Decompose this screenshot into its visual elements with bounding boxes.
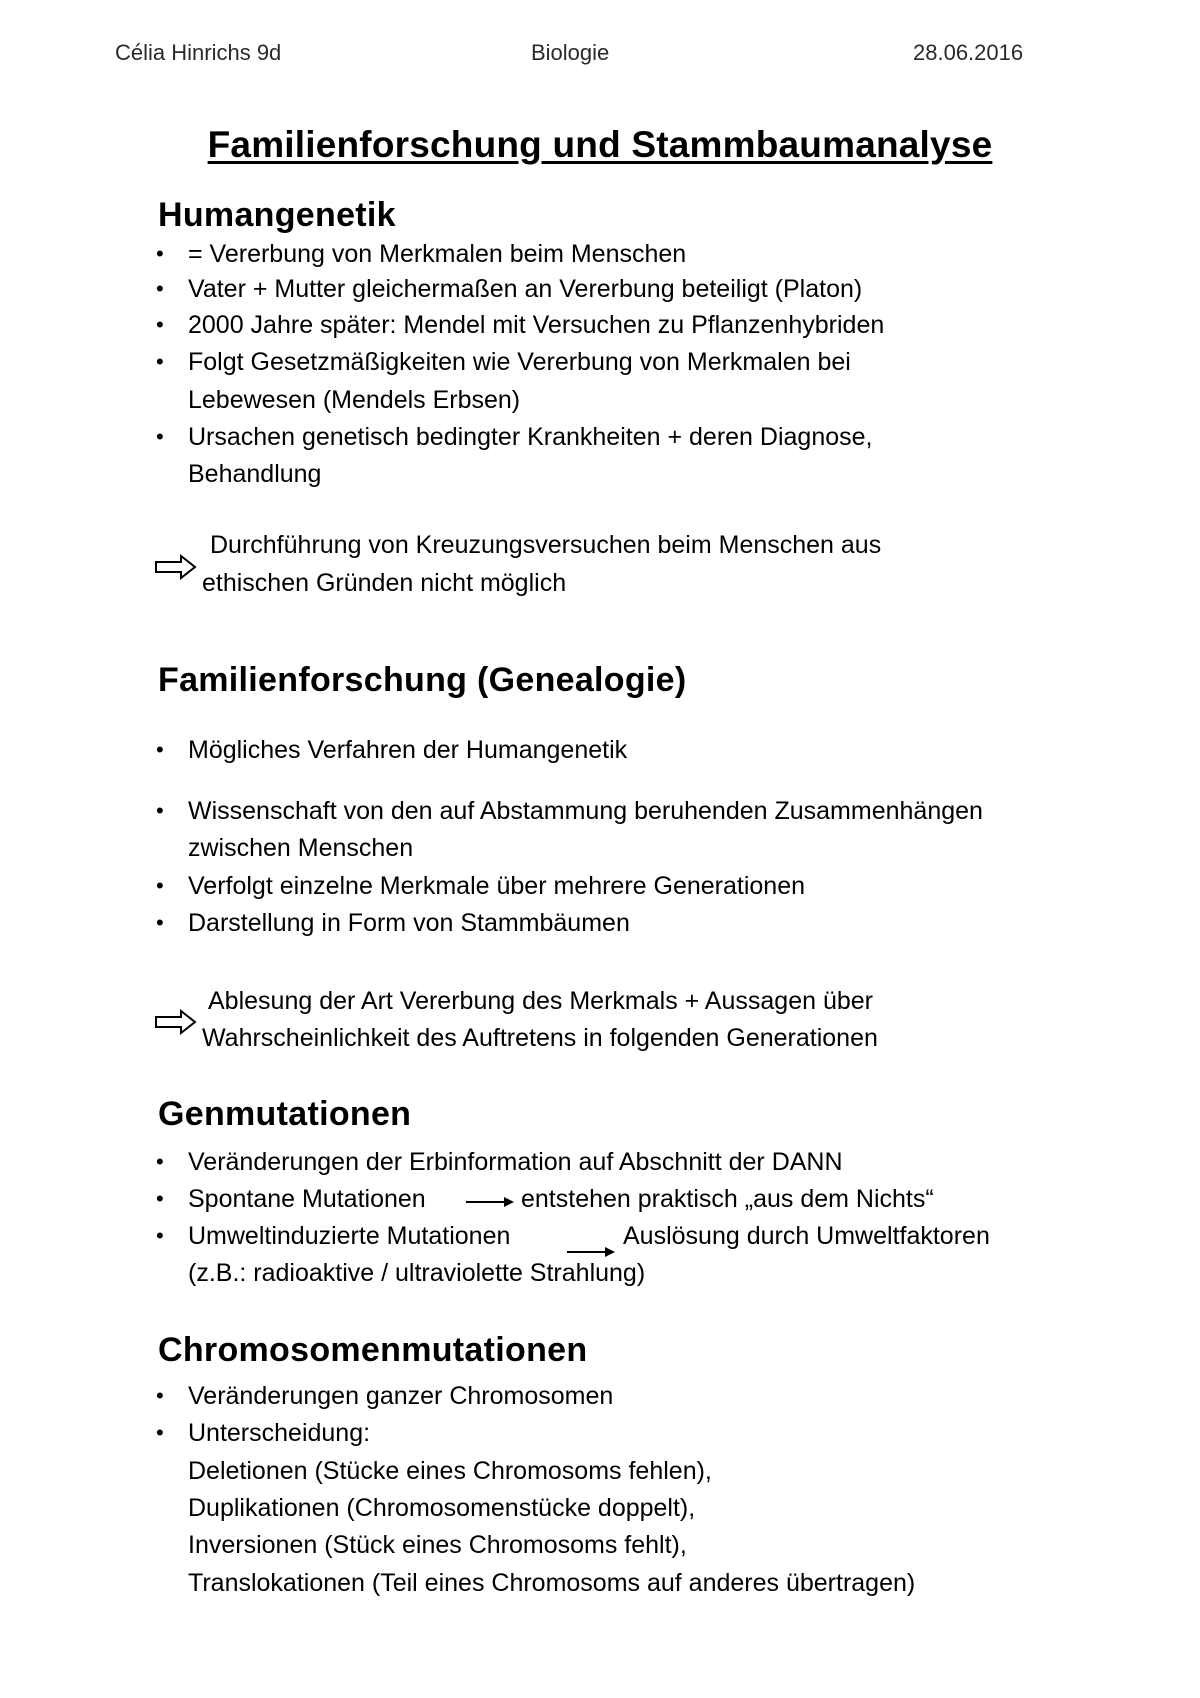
bullet-continuation: Deletionen (Stücke eines Chromosoms fehlen),: [188, 1457, 712, 1485]
implication-arrow-icon: [155, 554, 197, 580]
result-line: Durchführung von Kreuzungsversuchen beim Menschen aus: [210, 531, 882, 559]
bullet-item: • Veränderungen der Erbinformation auf Abschnitt der DANN: [188, 1144, 843, 1180]
bullet-item: • Darstellung in Form von Stammbäumen: [188, 905, 630, 941]
arrow-right-icon: [466, 1195, 516, 1209]
bullet-continuation: (z.B.: radioaktive / ultraviolette Strahlung): [188, 1259, 646, 1287]
bullet-item: • Mögliches Verfahren der Humangenetik: [188, 732, 627, 768]
bullet-continuation: Behandlung: [188, 460, 322, 488]
bullet-continuation: Auslösung durch Umweltfaktoren: [623, 1222, 990, 1250]
bullet-item: • Veränderungen ganzer Chromosomen: [188, 1378, 613, 1414]
bullet-continuation: Translokationen (Teil eines Chromosoms auf anderes übertragen): [188, 1569, 916, 1597]
result-line: Wahrscheinlichkeit des Auftretens in folgenden Generationen: [202, 1024, 878, 1052]
bullet-item: • Spontane Mutationen: [188, 1181, 426, 1217]
implication-arrow-icon: [155, 1009, 197, 1035]
bullet-item: • Verfolgt einzelne Merkmale über mehrere Generationen: [188, 868, 805, 904]
bullet-item: • Vater + Mutter gleichermaßen an Vererbung beteiligt (Platon): [188, 271, 862, 307]
heading-chromosomenmutationen: Chromosomenmutationen: [158, 1331, 588, 1369]
bullet-item: • Umweltinduzierte Mutationen: [188, 1218, 510, 1254]
bullet-continuation: entstehen praktisch „aus dem Nichts“: [521, 1185, 934, 1213]
bullet-item: • Unterscheidung:: [188, 1415, 370, 1451]
date: 28.06.2016: [913, 40, 1024, 65]
bullet-item: • = Vererbung von Merkmalen beim Menschen: [188, 236, 686, 272]
subject: Biologie: [531, 40, 610, 65]
result-line: Ablesung der Art Vererbung des Merkmals + Aussagen über: [208, 987, 873, 1015]
bullet-item: • Wissenschaft von den auf Abstammung beruhenden Zusammenhängen: [188, 793, 983, 829]
bullet-item: • 2000 Jahre später: Mendel mit Versuchen zu Pflanzenhybriden: [188, 307, 884, 343]
heading-humangenetik: Humangenetik: [158, 196, 396, 234]
bullet-continuation: zwischen Menschen: [188, 834, 414, 862]
author-name: Célia Hinrichs 9d: [115, 40, 282, 65]
bullet-item: • Ursachen genetisch bedingter Krankheiten + deren Diagnose,: [188, 419, 872, 455]
bullet-continuation: Lebewesen (Mendels Erbsen): [188, 386, 521, 414]
result-line: ethischen Gründen nicht möglich: [202, 569, 567, 597]
bullet-continuation: Inversionen (Stück eines Chromosoms fehlt),: [188, 1531, 687, 1559]
heading-familienforschung: Familienforschung (Genealogie): [158, 661, 687, 699]
bullet-item: • Folgt Gesetzmäßigkeiten wie Vererbung von Merkmalen bei: [188, 344, 851, 380]
bullet-continuation: Duplikationen (Chromosomenstücke doppelt),: [188, 1494, 696, 1522]
heading-genmutationen: Genmutationen: [158, 1095, 412, 1133]
document-title: Familienforschung und Stammbaumanalyse: [207, 124, 993, 165]
